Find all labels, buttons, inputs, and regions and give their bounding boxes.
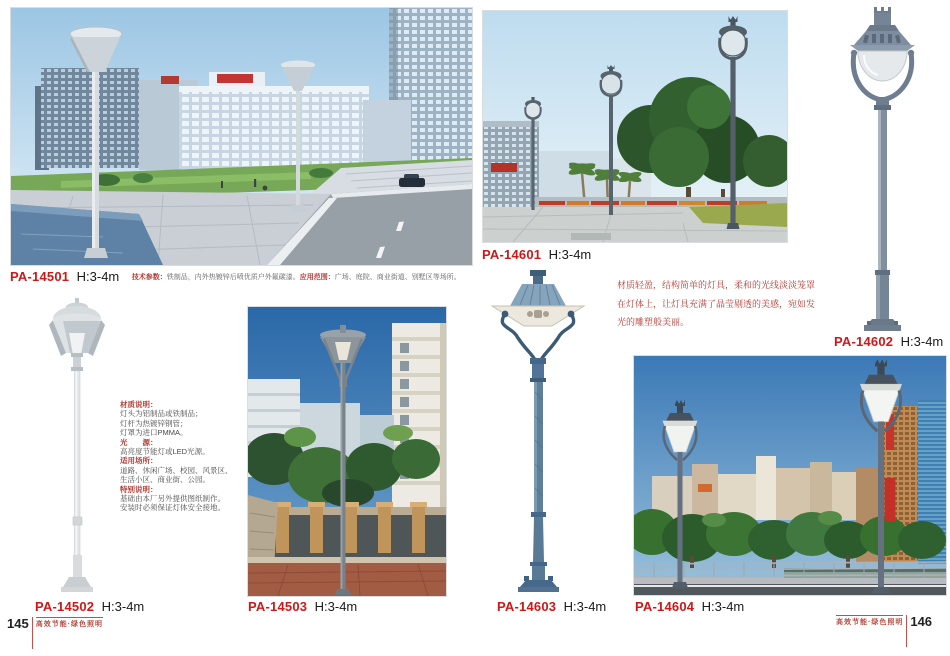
lamp-pole	[530, 358, 547, 580]
footer-right	[836, 615, 932, 647]
spec-title-special: 特别说明：	[120, 484, 158, 494]
product-code: PA-14503	[248, 599, 308, 614]
spec-title-material: 材质说明：	[120, 400, 158, 409]
lamp-pole	[73, 371, 82, 577]
city-scene-illustration	[634, 356, 946, 595]
spec-line: 灯罩为进口PMMA。	[120, 428, 188, 438]
product-description	[132, 274, 461, 281]
page-number-left: 145	[7, 616, 29, 631]
footer-divider-right	[906, 615, 907, 647]
desc-label-tech: 技术参数：	[131, 274, 167, 281]
desc-label-range: 应用范围：	[299, 274, 335, 281]
footer-left	[7, 617, 103, 649]
product-height: H:3-4m	[900, 334, 944, 349]
product-code: PA-14501	[10, 269, 70, 284]
desc-text-tech: 铁制品，内外热镀锌后喷优质户外氟碳漆。	[166, 274, 300, 281]
feature-paragraph	[617, 276, 845, 332]
photo-pa-14601	[482, 10, 788, 243]
lamp-pole	[874, 97, 891, 319]
render-pa-14502	[25, 295, 130, 595]
product-code: PA-14604	[635, 599, 695, 614]
caption-pa-14603	[497, 598, 606, 616]
photo-pa-14503	[247, 306, 447, 597]
page-number-right: 146	[910, 614, 933, 629]
footer-slogan-right: 高效节能·绿色照明	[836, 615, 903, 627]
product-code: PA-14502	[35, 599, 95, 614]
spec-title-light-source: 光 源：	[120, 437, 158, 447]
caption-pa-14601	[482, 246, 591, 264]
product-height: H:3-4m	[76, 269, 120, 284]
caption-pa-14503	[248, 598, 357, 616]
lamp-render-pa-14502	[25, 295, 130, 595]
product-height: H:3-4m	[701, 599, 745, 614]
right-building	[392, 323, 446, 513]
lamp-head	[850, 7, 915, 100]
caption-pa-14502	[35, 598, 144, 616]
lamp-head	[492, 270, 584, 360]
park-scene-illustration	[483, 11, 787, 242]
desc-text-range: 广场、庭院、商业街道、别墅区等场所。	[334, 274, 461, 281]
lamp-base	[864, 319, 901, 331]
caption-pa-14501	[10, 268, 461, 286]
product-code: PA-14601	[482, 247, 542, 262]
lamp-base	[61, 577, 93, 592]
caption-pa-14602	[834, 333, 943, 351]
feature-line: 在灯体上，让灯具充满了晶莹剔透的美感，宛如发	[617, 298, 816, 309]
product-height: H:3-4m	[548, 247, 592, 262]
lamp-render-pa-14603	[478, 266, 603, 596]
plaza-scene-illustration	[11, 8, 472, 265]
render-pa-14603	[478, 266, 603, 596]
spec-line: 基础由本厂另外提供图纸制作。	[120, 494, 225, 504]
spec-line: 道路、休闲广场、校园、风景区、	[120, 465, 233, 475]
lamp-banner	[885, 478, 896, 521]
product-height: H:3-4m	[101, 599, 145, 614]
footer-divider-left	[32, 617, 33, 649]
product-code: PA-14603	[497, 599, 557, 614]
photo-pa-14604	[633, 355, 947, 596]
spec-line: 生活小区、商业街、公园。	[120, 475, 210, 485]
caption-pa-14604	[635, 598, 744, 616]
residential-scene-illustration	[248, 307, 446, 596]
spec-line: 安装时必须保证灯体安全接地。	[120, 503, 225, 513]
feature-line: 光的雕塑般美丽。	[617, 317, 690, 327]
feature-line: 材质轻盈，结构简单的灯具，柔和的光线淡淡笼罩	[617, 280, 816, 290]
spec-line: 高亮度节能灯或LED光源。	[120, 447, 210, 457]
product-height: H:3-4m	[314, 599, 358, 614]
product-height: H:3-4m	[563, 599, 607, 614]
spec-line: 灯杆为热镀锌钢管；	[120, 418, 188, 428]
spec-block	[120, 400, 252, 513]
spec-line: 灯头为铝制品或铁制品；	[120, 409, 203, 419]
spec-title-places: 适用场所：	[120, 456, 158, 466]
lamp-head	[49, 298, 105, 371]
footer-slogan-left: 高效节能·绿色照明	[36, 617, 103, 629]
photo-pa-14501	[10, 7, 473, 266]
product-code: PA-14602	[834, 334, 894, 349]
ground	[483, 203, 787, 242]
